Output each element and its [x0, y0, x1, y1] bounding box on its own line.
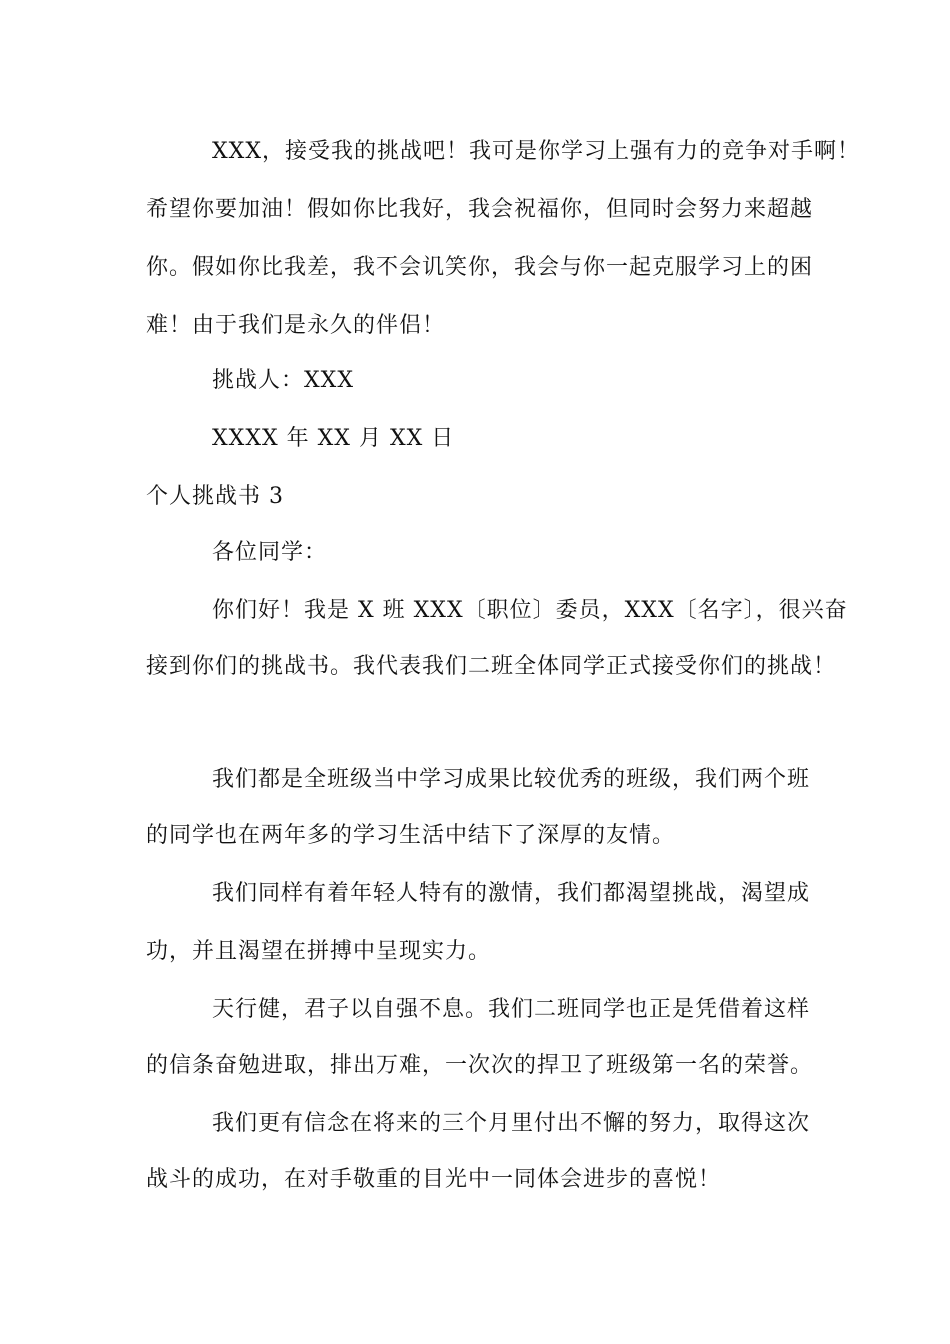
signature-line: 挑战人：XXX [212, 368, 354, 393]
text-line: 的同学也在两年多的学习生活中结下了深厚的友情。 [146, 823, 676, 848]
text-line: 你。假如你比我差，我不会讥笑你，我会与你一起克服学习上的困 [146, 255, 814, 280]
section-heading: 个人挑战书 3 [146, 484, 284, 509]
text-line: 难！由于我们是永久的伴侣！ [146, 313, 446, 338]
text-line: 我们更有信念在将来的三个月里付出不懈的努力，取得这次 [212, 1111, 811, 1136]
text-line: 战斗的成功，在对手敬重的目光中一同体会进步的喜悦！ [146, 1167, 722, 1192]
text-line: 接到你们的挑战书。我代表我们二班全体同学正式接受你们的挑战！ [146, 654, 837, 679]
salutation: 各位同学： [212, 540, 328, 565]
date-line: XXXX 年 XX 月 XX 日 [212, 426, 455, 451]
text-line: 功，并且渴望在拼搏中呈现实力。 [146, 939, 492, 964]
text-line: 希望你要加油！假如你比我好，我会祝福你，但同时会努力来超越 [146, 197, 814, 222]
text-line: XXX，接受我的挑战吧！我可是你学习上强有力的竞争对手啊！ [212, 139, 860, 164]
text-line: 你们好！我是 X 班 XXX〔职位〕委员，XXX〔名字〕，很兴奋 [212, 598, 848, 623]
text-line: 的信条奋勉进取，排出万难，一次次的捍卫了班级第一名的荣誉。 [146, 1053, 814, 1078]
text-line: 天行健，君子以自强不息。我们二班同学也正是凭借着这样 [212, 997, 811, 1022]
text-line: 我们都是全班级当中学习成果比较优秀的班级，我们两个班 [212, 767, 811, 792]
text-line: 我们同样有着年轻人特有的激情，我们都渴望挑战，渴望成 [212, 881, 811, 906]
